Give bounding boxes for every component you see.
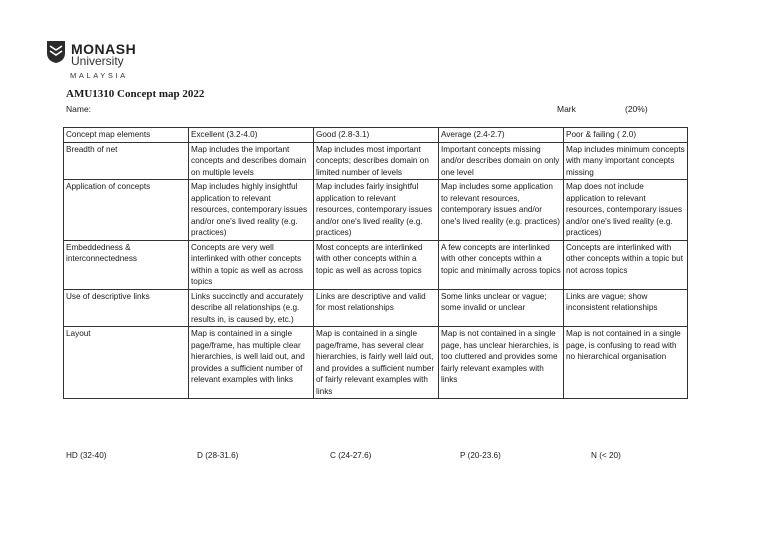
grade-n: N (< 20) [591,451,621,460]
grade-hd: HD (32-40) [66,451,107,460]
table-row [64,240,688,289]
grade-d: D (28-31.6) [197,451,239,460]
cell-average: Some links unclear or vague; some invalid or unclear [439,289,564,327]
cell-excellent: Map includes the important concepts and describes domain on multiple levels [189,142,314,180]
cell-average: A few concepts are interlinked with other concepts within a topic and minimally across topics [439,240,564,289]
header-elements: Concept map elements [64,128,189,143]
document-title: AMU1310 Concept map 2022 [66,88,205,100]
cell-good: Links are descriptive and valid for most relationships [314,289,439,327]
cell-good: Map is contained in a single page/frame, has several clear hierarchies, is fairly well laid out, and provides a sufficient number of fairly relevant examples with links [314,327,439,399]
cell-poor: Concepts are interlinked with other concepts within a topic but not across topics [564,240,688,289]
header-excellent: Excellent (3.2-4.0) [189,128,314,143]
row-label: Use of descriptive links [64,289,189,327]
row-label: Application of concepts [64,180,189,241]
cell-excellent: Concepts are very well interlinked with other concepts within a topic as well as across topics [189,240,314,289]
mark-label: Mark [557,104,576,114]
row-label: Layout [64,327,189,399]
cell-good: Most concepts are interlinked with other concepts within a topic as well as across topics [314,240,439,289]
cell-poor: Map is not contained in a single page, is confusing to read with no hierarchical organisation [564,327,688,399]
mark-weight: (20%) [625,104,648,114]
rubric-header-row [64,128,688,143]
monash-crest-icon [46,40,66,64]
cell-average: Map is not contained in a single page, has unclear hierarchies, is too cluttered and provides some fairly relevant examples with links [439,327,564,399]
cell-good: Map includes fairly insightful application to relevant resources, contemporary issues and/or one's lived reality (e.g. practices) [314,180,439,241]
logo-wordmark: MONASH [71,41,137,57]
table-row [64,142,688,180]
header-good: Good (2.8-3.1) [314,128,439,143]
name-label: Name: [66,104,92,114]
logo-subtitle: University [71,54,124,68]
cell-poor: Links are vague; show inconsistent relationships [564,289,688,327]
header-average: Average (2.4-2.7) [439,128,564,143]
table-row [64,289,688,327]
cell-excellent: Links succinctly and accurately describe all relationships (e.g. results in, is caused by, etc.) [189,289,314,327]
rubric-table [63,127,688,399]
cell-excellent: Map is contained in a single page/frame, has multiple clear hierarchies, is well laid out, and provides a sufficient number of relevant examples with links [189,327,314,399]
row-label: Breadth of net [64,142,189,180]
cell-poor: Map does not include application to relevant resources, contemporary issues and/or one's lived reality (e.g. practices) [564,180,688,241]
cell-average: Map includes some application to relevant resources, contemporary issues and/or one's lived reality (e.g. practices) [439,180,564,241]
table-row [64,180,688,241]
cell-excellent: Map includes highly insightful application to relevant resources, contemporary issues and/or one's lived reality (e.g. practices) [189,180,314,241]
grade-p: P (20-23.6) [460,451,501,460]
cell-poor: Map includes minimum concepts with many important concepts missing [564,142,688,180]
cell-good: Map includes most important concepts; describes domain on limited number of levels [314,142,439,180]
header-poor: Poor & failing ( 2.0) [564,128,688,143]
table-row [64,327,688,399]
cell-average: Important concepts missing and/or describes domain on only one level [439,142,564,180]
row-label: Embeddedness & interconnectedness [64,240,189,289]
grade-c: C (24-27.6) [330,451,372,460]
logo-campus: MALAYSIA [70,71,128,80]
